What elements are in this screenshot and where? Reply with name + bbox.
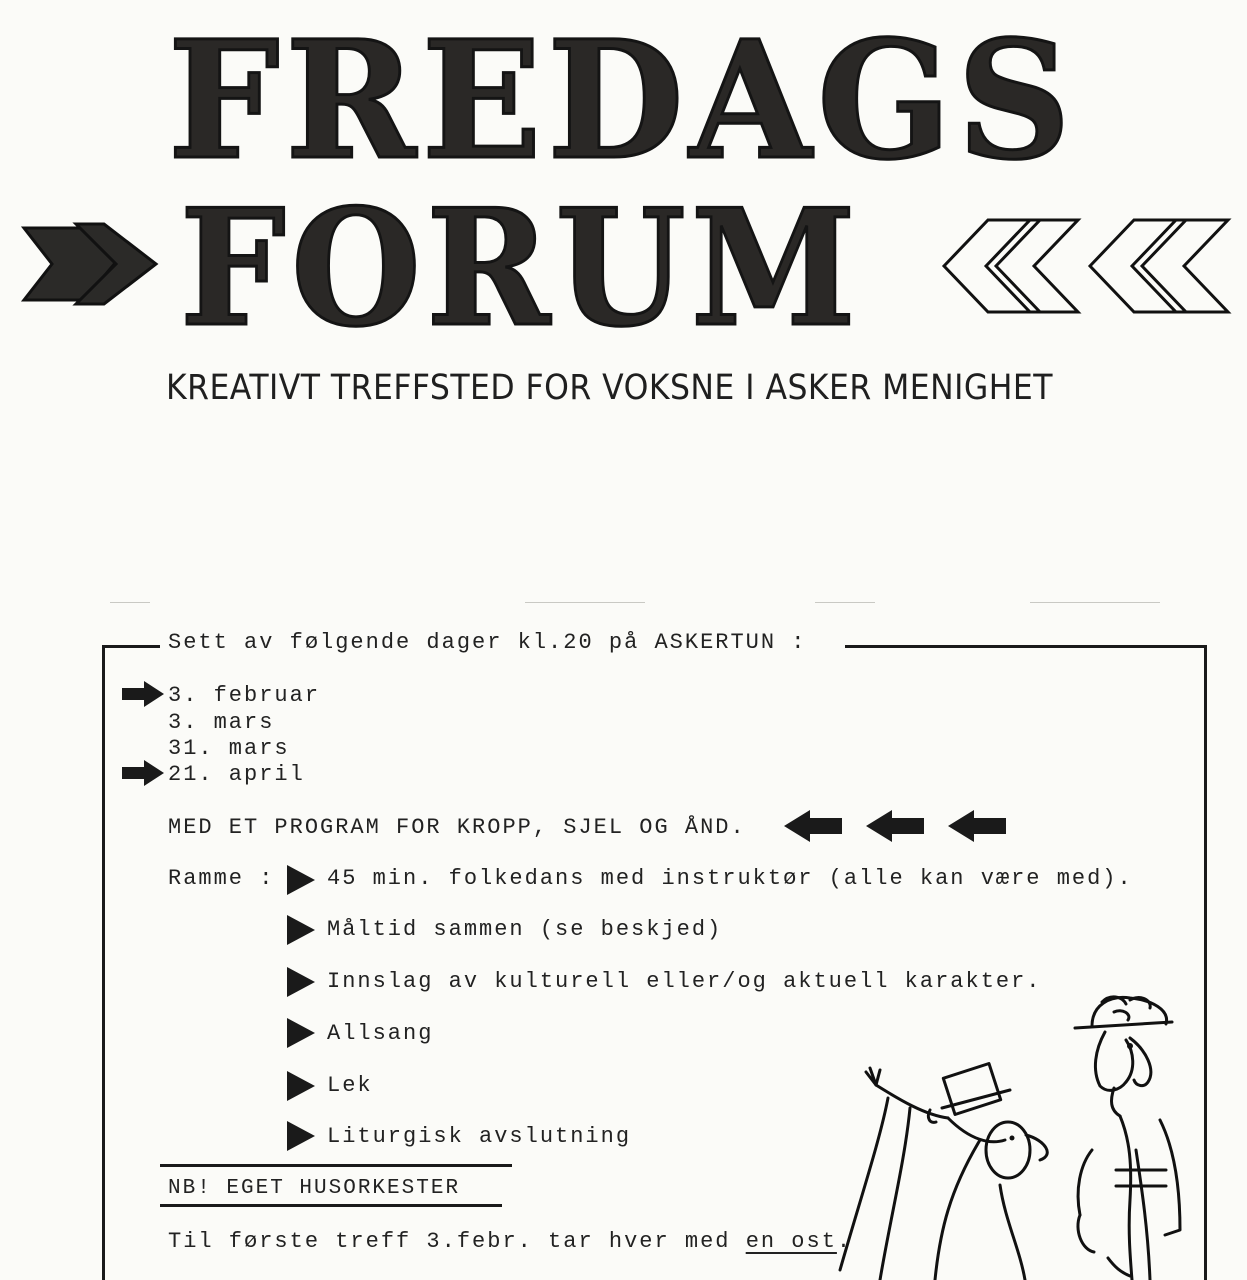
- first-meeting-suffix: .: [836, 1229, 853, 1254]
- right-arrow-icon: [120, 679, 166, 709]
- subtitle: KREATIVT TREFFSTED FOR VOKSNE I ASKER MENIGHET: [166, 368, 1053, 408]
- box-border-top: [845, 645, 1207, 648]
- date-item: 31. mars: [168, 736, 290, 761]
- ramme-item: Innslag av kulturell eller/og aktuell karakter.: [327, 969, 1042, 994]
- right-arrow-icon: [120, 758, 166, 788]
- ramme-item: 45 min. folkedans med instruktør (alle kan være med).: [327, 866, 1133, 891]
- nb-rule-bottom: [160, 1204, 502, 1207]
- first-meeting-cheese: en ost: [745, 1229, 837, 1254]
- date-item: 21. april: [168, 762, 305, 787]
- box-border-top: [102, 645, 160, 648]
- triangle-bullet-icon: [286, 1017, 316, 1049]
- ramme-item: Liturgisk avslutning: [327, 1124, 632, 1149]
- date-item: 3. februar: [168, 683, 321, 708]
- title-fredags: FREDAGS: [168, 6, 1077, 196]
- nb-text: NB! EGET HUSORKESTER: [168, 1177, 461, 1200]
- title-forum: FORUM: [180, 174, 862, 362]
- left-arrow-icon: [946, 808, 1008, 844]
- scan-mark: [525, 602, 645, 603]
- box-border-left: [102, 645, 105, 1280]
- triangle-bullet-icon: [286, 914, 316, 946]
- scan-mark: [815, 602, 875, 603]
- ramme-item: Lek: [327, 1073, 373, 1098]
- ramme-item: Måltid sammen (se beskjed): [327, 917, 723, 942]
- scan-mark: [110, 602, 150, 603]
- program-line: MED ET PROGRAM FOR KROPP, SJEL OG ÅND.: [168, 815, 746, 840]
- cartoon-figures-illustration: [830, 990, 1200, 1280]
- triangle-bullet-icon: [286, 864, 316, 896]
- ramme-item: Allsang: [327, 1021, 434, 1046]
- left-chevron-arrow-icon: [20, 218, 160, 310]
- triangle-bullet-icon: [286, 966, 316, 998]
- left-arrow-icon: [782, 808, 844, 844]
- first-meeting-prefix: Til første treff 3.febr. tar hver med: [168, 1229, 746, 1254]
- nb-rule-top: [160, 1164, 512, 1167]
- right-chevron-outline-icon: [940, 212, 1235, 322]
- box-border-right: [1204, 645, 1207, 1280]
- left-arrow-icon: [864, 808, 926, 844]
- scan-mark: [1030, 602, 1160, 603]
- box-heading: Sett av følgende dager kl.20 på ASKERTUN :: [168, 630, 807, 655]
- date-item: 3. mars: [168, 710, 275, 735]
- triangle-bullet-icon: [286, 1070, 316, 1102]
- ramme-label: Ramme :: [168, 866, 275, 891]
- triangle-bullet-icon: [286, 1120, 316, 1152]
- first-meeting-note: [168, 1229, 852, 1254]
